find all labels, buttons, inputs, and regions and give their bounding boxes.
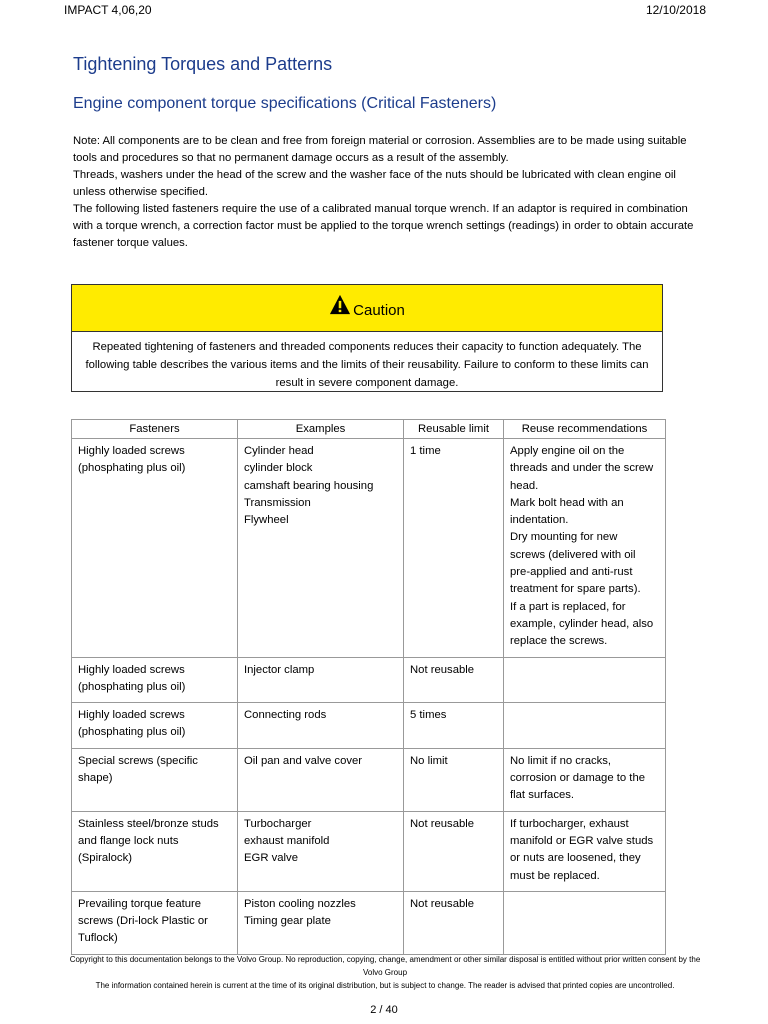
- reusable-limit-cell: 5 times: [404, 703, 504, 749]
- fastener-cell-line: (phosphating plus oil): [78, 462, 186, 475]
- examples-cell-line: camshaft bearing housing: [244, 479, 374, 492]
- examples-cell-line: Flywheel: [244, 514, 289, 527]
- recommendation-cell-line: manifold or EGR valve studs: [510, 834, 654, 847]
- note-paragraph: The following listed fasteners require the use of a calibrated manual torque wrench. If an adaptor is required in combination with a torque wrench, a correction factor must be applied to the torque wrench settings (readings) in order to obtain accurate fastener torque values.: [73, 203, 694, 249]
- fastener-cell-line: Highly loaded screws: [78, 663, 185, 676]
- note-block: [73, 133, 703, 252]
- recommendation-cell-line: or nuts are loosened, they: [510, 852, 641, 865]
- warning-icon: [329, 294, 351, 316]
- recommendation-cell: [504, 748, 666, 811]
- page-title: Tightening Torques and Patterns: [73, 54, 333, 74]
- caution-text: Repeated tightening of fasteners and threaded components reduces their capacity to function adequately. The following table describes the various items and the limits of their reusability. Failure to conform to these limits can result in severe component damage.: [85, 341, 649, 389]
- column-header: Reusable limit: [404, 420, 504, 439]
- footer: [60, 953, 710, 992]
- recommendation-cell-line: If a part is replaced, for: [510, 600, 626, 613]
- table-row: [72, 891, 666, 954]
- recommendation-cell-line: must be replaced.: [510, 869, 600, 882]
- examples-cell-line: Oil pan and valve cover: [244, 754, 363, 767]
- table-row: [72, 703, 666, 749]
- column-header: Examples: [238, 420, 404, 439]
- recommendation-cell-line: corrosion or damage to the: [510, 772, 646, 785]
- examples-cell: [238, 439, 404, 658]
- examples-cell-line: Transmission: [244, 496, 311, 509]
- examples-cell-line: Turbocharger: [244, 817, 312, 830]
- examples-cell: [238, 891, 404, 954]
- recommendation-cell: [504, 657, 666, 703]
- recommendation-cell-line: pre-applied and anti-rust: [510, 566, 633, 579]
- fastener-cell-line: (Spiralock): [78, 852, 132, 865]
- recommendation-cell-line: replace the screws.: [510, 635, 608, 648]
- fastener-cell: [72, 657, 238, 703]
- fastener-cell-line: Special screws (specific: [78, 754, 198, 767]
- examples-cell-line: Injector clamp: [244, 663, 315, 676]
- footer-disclaimer: The information contained herein is current at the time of its original distribution, but is subject to change. The reader is advised that printed copies are uncontrolled.: [95, 981, 675, 990]
- examples-cell-line: cylinder block: [244, 462, 313, 475]
- caution-header: [72, 285, 662, 332]
- recommendation-cell: [504, 439, 666, 658]
- recommendation-cell-line: indentation.: [510, 514, 569, 527]
- section-subtitle: Engine component torque specifications (Critical Fasteners): [73, 95, 497, 112]
- examples-cell-line: Piston cooling nozzles: [244, 897, 356, 910]
- recommendation-cell-line: head.: [510, 479, 539, 492]
- recommendation-cell-line: threads and under the screw: [510, 462, 654, 475]
- recommendation-cell: [504, 891, 666, 954]
- recommendation-cell-line: If turbocharger, exhaust: [510, 817, 629, 830]
- recommendation-cell: [504, 811, 666, 891]
- examples-cell: [238, 748, 404, 811]
- examples-cell-line: Cylinder head: [244, 445, 314, 457]
- recommendation-cell-line: treatment for spare parts).: [510, 583, 641, 596]
- examples-cell-line: exhaust manifold: [244, 834, 330, 847]
- header-doc-id: IMPACT 4,06,20: [64, 3, 152, 17]
- fastener-cell-line: Highly loaded screws: [78, 709, 185, 722]
- examples-cell-line: EGR valve: [244, 852, 298, 865]
- page-number: 2 / 40: [370, 1004, 398, 1016]
- examples-cell: [238, 811, 404, 891]
- table-row: [72, 439, 666, 658]
- fastener-cell-line: Stainless steel/bronze studs: [78, 817, 219, 830]
- fastener-cell: [72, 439, 238, 658]
- table-header-row: [72, 420, 666, 439]
- fastener-cell-line: Tuflock): [78, 932, 118, 945]
- recommendation-cell-line: Dry mounting for new: [510, 531, 618, 544]
- fastener-cell-line: and flange lock nuts: [78, 834, 179, 847]
- recommendation-cell: [504, 703, 666, 749]
- recommendation-cell-line: screws (delivered with oil: [510, 548, 636, 561]
- fastener-cell-line: screws (Dri-lock Plastic or: [78, 915, 208, 928]
- fastener-cell-line: shape): [78, 772, 113, 785]
- note-paragraph: Note: All components are to be clean and free from foreign material or corrosion. Assemblies are to be made using suitable tools and procedures so that no permanent damage occurs as a result of the assembly.: [73, 135, 687, 164]
- fastener-cell-line: (phosphating plus oil): [78, 726, 186, 739]
- fastener-cell: [72, 703, 238, 749]
- column-header: Fasteners: [72, 420, 238, 439]
- recommendation-cell-line: example, cylinder head, also: [510, 617, 654, 630]
- reusable-limit-cell: Not reusable: [404, 811, 504, 891]
- examples-cell-line: Connecting rods: [244, 709, 327, 722]
- caution-title: Caution: [353, 301, 405, 319]
- fastener-cell: [72, 891, 238, 954]
- reusable-limit-cell: No limit: [404, 748, 504, 811]
- column-header: Reuse recommendations: [504, 420, 666, 439]
- recommendation-cell-line: No limit if no cracks,: [510, 754, 612, 767]
- fastener-table: [71, 419, 666, 955]
- examples-cell: [238, 703, 404, 749]
- header-date: 12/10/2018: [645, 3, 706, 17]
- table-row: [72, 657, 666, 703]
- table-row: [72, 811, 666, 891]
- footer-copyright: Copyright to this documentation belongs to the Volvo Group. No reproduction, copying, change, amendment or other similar disposal is entitled without prior written consent by the Volvo Group: [69, 955, 701, 977]
- table-row: [72, 748, 666, 811]
- caution-box: [71, 284, 663, 392]
- table-body: [72, 439, 666, 955]
- recommendation-cell-line: flat surfaces.: [510, 789, 575, 802]
- reusable-limit-cell: Not reusable: [404, 657, 504, 703]
- fastener-cell: [72, 811, 238, 891]
- fastener-cell-line: Highly loaded screws: [78, 445, 185, 457]
- reusable-limit-cell: Not reusable: [404, 891, 504, 954]
- examples-cell: [238, 657, 404, 703]
- reusable-limit-cell: 1 time: [404, 439, 504, 658]
- fastener-cell: [72, 748, 238, 811]
- fastener-cell-line: (phosphating plus oil): [78, 680, 186, 693]
- recommendation-cell-line: Mark bolt head with an: [510, 496, 624, 509]
- recommendation-cell-line: Apply engine oil on the: [510, 445, 625, 457]
- fastener-cell-line: Prevailing torque feature: [78, 897, 202, 910]
- note-paragraph: Threads, washers under the head of the screw and the washer face of the nuts should be lubricated with clean engine oil unless otherwise specified.: [73, 169, 676, 198]
- examples-cell-line: Timing gear plate: [244, 915, 331, 928]
